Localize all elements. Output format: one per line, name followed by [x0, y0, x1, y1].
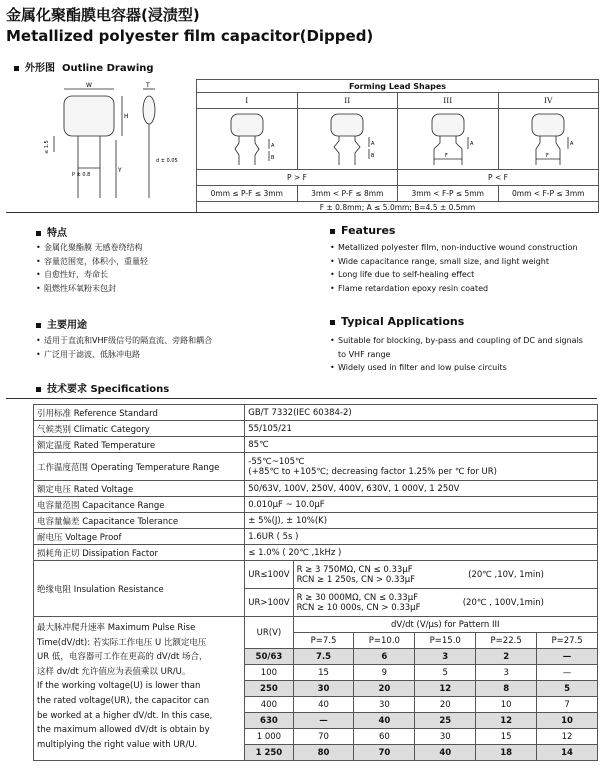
pulse-value: 15: [293, 665, 354, 681]
spec-heading-en: Specifications: [90, 384, 170, 395]
insulation-line: RCN ≥ 1 250s, CN > 0.33μF: [296, 574, 416, 585]
pulse-value: 70: [293, 729, 354, 745]
pulse-pitch-header: P=27.5: [537, 633, 598, 649]
spec-value: GB/T 7332(IEC 60384-2): [245, 405, 598, 421]
list-item: • Metallized polyester film, non-inductive wound construction: [330, 241, 600, 255]
lead-shapes-table: [196, 79, 599, 213]
spec-heading-cn: 技术要求: [47, 384, 87, 395]
pulse-label-cell: [34, 617, 245, 761]
page-title-en: Metallized polyester film capacitor(Dipped): [6, 27, 374, 45]
divider-top: [6, 212, 597, 213]
pulse-label-line: If the working voltage(U) is lower than: [37, 681, 201, 692]
pulse-ur: 250: [245, 681, 293, 697]
pulse-value: 3: [476, 665, 537, 681]
pulse-label-line: 这样 dv/dt 允许值应为表值乘以 UR/U。: [37, 666, 191, 677]
label-b-icon: B: [371, 153, 375, 159]
insulation-line: R ≥ 30 000MΩ, CN ≤ 0.33μF: [296, 592, 419, 603]
pulse-value: 40: [354, 713, 415, 729]
table-row: [34, 529, 598, 545]
spec-value-cell: [245, 453, 598, 481]
pulse-value: 5: [415, 665, 476, 681]
lead-note: F ± 0.8mm; A ≤ 5.0mm; B=4.5 ± 0.5mm: [197, 202, 599, 213]
spec-value: ≤ 1.0% ( 20℃ ,1kHz ): [245, 545, 598, 561]
list-item: • 自愈性好，寿命长: [36, 268, 316, 282]
list-item: • 阻燃性环氧粉末包封: [36, 282, 316, 296]
dim-t-label: T: [146, 82, 150, 89]
spec-value: 55/105/21: [245, 421, 598, 437]
insulation-cond: UR≤100V: [245, 561, 293, 589]
applications-list-en: [330, 334, 600, 375]
pulse-value: 3: [415, 649, 476, 665]
features-heading-en-block: [330, 224, 395, 237]
pulse-value: 80: [293, 745, 354, 761]
pulse-value: 40: [293, 697, 354, 713]
insulation-value-cell: [293, 589, 597, 617]
list-item: • Widely used in filter and low pulse circuits: [330, 361, 600, 375]
lead-shape-2-cell: [297, 109, 398, 170]
pulse-pitch-header: P=22.5: [476, 633, 537, 649]
square-bullet-icon: [330, 320, 335, 325]
pulse-value: 8: [476, 681, 537, 697]
table-row: [34, 617, 598, 633]
spec-label: 气候类别 Climatic Category: [34, 421, 245, 437]
lead-shape-1-icon: [199, 109, 295, 167]
pulse-value: —: [537, 649, 598, 665]
label-a-icon: A: [371, 141, 375, 147]
dim-d-label: d ± 0.05: [156, 158, 178, 164]
pulse-value: 10: [476, 697, 537, 713]
list-item-continuation: to VHF range: [338, 349, 391, 359]
pulse-value: 5: [537, 681, 598, 697]
pulse-label-line: the maximum allowed dV/dt is obtain by: [37, 725, 210, 736]
lead-range-3: 3mm < F-P ≤ 5mm: [398, 186, 499, 202]
lead-range-1: 0mm ≤ P-F ≤ 3mm: [197, 186, 298, 202]
pulse-value: —: [293, 713, 354, 729]
label-f-icon: F: [546, 153, 550, 159]
applications-heading-cn-block: [36, 316, 87, 331]
pulse-value: 14: [537, 745, 598, 761]
pulse-value: 15: [476, 729, 537, 745]
lead-shape-3-icon: [400, 109, 496, 167]
insulation-label: 绝缘电阻 Insulation Resistance: [34, 561, 245, 617]
spec-label: 工作温度范围 Operating Temperature Range: [34, 453, 245, 481]
square-bullet-icon: [36, 323, 41, 328]
list-item: • 广泛用于滤波、低脉冲电路: [36, 348, 316, 362]
insulation-line: RCN ≥ 10 000s, CN > 0.33μF: [296, 602, 421, 613]
divider-spec: [6, 398, 597, 399]
spec-label: 电容量偏差 Capacitance Tolerance: [34, 513, 245, 529]
spec-label: 损耗角正切 Dissipation Factor: [34, 545, 245, 561]
pulse-label-line: UR 低，电容器可工作在更高的 dV/dt 场合，: [37, 652, 208, 663]
lead-shapes-title: Forming Lead Shapes: [197, 80, 599, 93]
table-row: [34, 497, 598, 513]
label-a-icon: A: [270, 143, 275, 149]
outline-heading-en: Outline Drawing: [61, 63, 154, 74]
table-row: [34, 453, 598, 481]
features-list-en: [330, 241, 600, 295]
pulse-value: 10: [537, 713, 598, 729]
lead-type-2: II: [297, 93, 398, 109]
list-item: • Long life due to self-healing effect: [330, 268, 600, 282]
table-row: [34, 421, 598, 437]
table-row: [34, 561, 598, 589]
spec-label: 引用标准 Reference Standard: [34, 405, 245, 421]
spec-table: [33, 404, 598, 761]
list-item: • 金属化聚酯膜 无感卷绕结构: [36, 241, 316, 255]
dim-l-label: ≤ 1.5: [44, 140, 50, 154]
lead-group-1: P > F: [197, 170, 398, 186]
square-bullet-icon: [14, 66, 19, 71]
features-heading-cn: 特点: [47, 228, 67, 239]
spec-value-note: (+85℃ to +105℃; decreasing factor 1.25% per ℃ for UR): [248, 466, 497, 477]
pulse-value: 18: [476, 745, 537, 761]
pulse-ur: 400: [245, 697, 293, 713]
spec-value: -55℃~105℃: [248, 456, 305, 467]
spec-label: 额定温度 Rated Temperature: [34, 437, 245, 453]
pulse-value: 12: [537, 729, 598, 745]
table-row: [34, 481, 598, 497]
table-row: [34, 405, 598, 421]
square-bullet-icon: [330, 229, 335, 234]
applications-heading-en: Typical Applications: [341, 315, 465, 328]
pulse-group-header: dV/dt (V/μs) for Pattern III: [293, 617, 597, 633]
lead-shape-1-cell: [197, 109, 298, 170]
pulse-value: 9: [354, 665, 415, 681]
pulse-ur: 1 000: [245, 729, 293, 745]
outline-heading: [14, 59, 154, 74]
pulse-pitch-header: P=15.0: [415, 633, 476, 649]
pulse-ur: 1 250: [245, 745, 293, 761]
spec-label: 额定电压 Rated Voltage: [34, 481, 245, 497]
insulation-line: R ≥ 3 750MΩ, CN ≤ 0.33μF: [296, 564, 413, 575]
pulse-value: 7.5: [293, 649, 354, 665]
pulse-value: 30: [354, 697, 415, 713]
spec-value: 50/63V, 100V, 250V, 400V, 630V, 1 000V, 1 250V: [245, 481, 598, 497]
pulse-pitch-header: P=10.0: [354, 633, 415, 649]
features-heading-cn-block: [36, 224, 67, 239]
list-item: • Suitable for blocking, by-pass and coupling of DC and signals: [330, 334, 600, 348]
spec-value: 1.6UR ( 5s ): [245, 529, 598, 545]
dim-p-label: P ± 0.8: [72, 172, 91, 178]
label-b-icon: B: [270, 155, 275, 161]
pulse-value: 7: [537, 697, 598, 713]
pulse-value: 40: [415, 745, 476, 761]
pulse-value: 30: [293, 681, 354, 697]
pulse-label-line: the rated voltage(UR), the capacitor can: [37, 695, 210, 706]
pulse-value: 2: [476, 649, 537, 665]
pulse-ur: 50/63: [245, 649, 293, 665]
pulse-value: 30: [415, 729, 476, 745]
spec-label: 耐电压 Voltage Proof: [34, 529, 245, 545]
lead-shape-3-cell: [398, 109, 499, 170]
pulse-value: 70: [354, 745, 415, 761]
pulse-label-line: multiplying the right value with UR/U.: [37, 739, 198, 750]
spec-value: 0.010μF ~ 10.0μF: [245, 497, 598, 513]
dim-h-label: H: [124, 113, 129, 120]
spec-heading: [36, 380, 169, 395]
dim-w-label: W: [86, 82, 92, 89]
pulse-value: —: [537, 665, 598, 681]
lead-type-3: III: [398, 93, 499, 109]
pulse-ur-header: UR(V): [245, 617, 293, 649]
pulse-label-line: 最大脉冲爬升速率 Maximum Pulse Rise: [37, 623, 196, 633]
spec-label: 电容量范围 Capacitance Range: [34, 497, 245, 513]
applications-heading-en-block: [330, 315, 464, 328]
features-heading-en: Features: [341, 224, 396, 237]
insulation-test-cond: (20℃ , 100V,1min): [462, 597, 544, 608]
pulse-label-line: be worked at a higher dV/dt. In this case,: [37, 710, 213, 721]
pulse-value: 12: [415, 681, 476, 697]
page-title-cn: 金属化聚酯膜电容器(浸渍型): [6, 6, 200, 24]
insulation-test-cond: (20℃ ,10V, 1min): [468, 569, 544, 580]
pulse-pitch-header: P=7.5: [293, 633, 354, 649]
list-item: • Wide capacitance range, small size, and light weight: [330, 255, 600, 269]
pulse-value: 60: [354, 729, 415, 745]
pulse-ur: 100: [245, 665, 293, 681]
square-bullet-icon: [36, 387, 41, 392]
list-item: • 适用于直流和VHF级信号的隔直流、旁路和耦合: [36, 334, 316, 348]
spec-value: ± 5%(J), ± 10%(K): [245, 513, 598, 529]
dim-y-label: Y: [118, 167, 122, 174]
pulse-value: 25: [415, 713, 476, 729]
applications-list-cn: [36, 334, 316, 361]
table-row: [34, 437, 598, 453]
pulse-value: 12: [476, 713, 537, 729]
lead-range-4: 0mm < F-P ≤ 3mm: [498, 186, 599, 202]
spec-value: 85℃: [245, 437, 598, 453]
list-item: • 容量范围宽，体积小，重量轻: [36, 255, 316, 269]
label-a-icon: A: [570, 141, 574, 147]
table-row: [34, 545, 598, 561]
lead-shape-4-cell: [498, 109, 599, 170]
lead-shape-2-icon: [299, 109, 395, 167]
pulse-value: 6: [354, 649, 415, 665]
outline-drawing: [16, 80, 186, 205]
applications-heading-cn: 主要用途: [47, 320, 87, 331]
table-row: [34, 513, 598, 529]
pulse-ur: 630: [245, 713, 293, 729]
lead-range-2: 3mm < P-F ≤ 8mm: [297, 186, 398, 202]
insulation-cond: UR>100V: [245, 589, 293, 617]
pulse-value: 20: [415, 697, 476, 713]
lead-type-4: IV: [498, 93, 599, 109]
capacitor-side-view: [143, 96, 155, 124]
label-a-icon: A: [469, 141, 474, 147]
list-item: • Flame retardation epoxy resin coated: [330, 282, 600, 296]
pulse-value: 20: [354, 681, 415, 697]
lead-shape-4-icon: [500, 109, 596, 167]
square-bullet-icon: [36, 231, 41, 236]
features-list-cn: [36, 241, 316, 295]
label-f-icon: F: [444, 153, 448, 159]
capacitor-body: [64, 96, 114, 136]
lead-group-2: P < F: [398, 170, 599, 186]
outline-heading-cn: 外形图: [25, 63, 55, 74]
pulse-label-line: Time(dV/dt): 若实际工作电压 U 比额定电压: [37, 637, 207, 648]
lead-type-1: I: [197, 93, 298, 109]
insulation-value-cell: [293, 561, 597, 589]
